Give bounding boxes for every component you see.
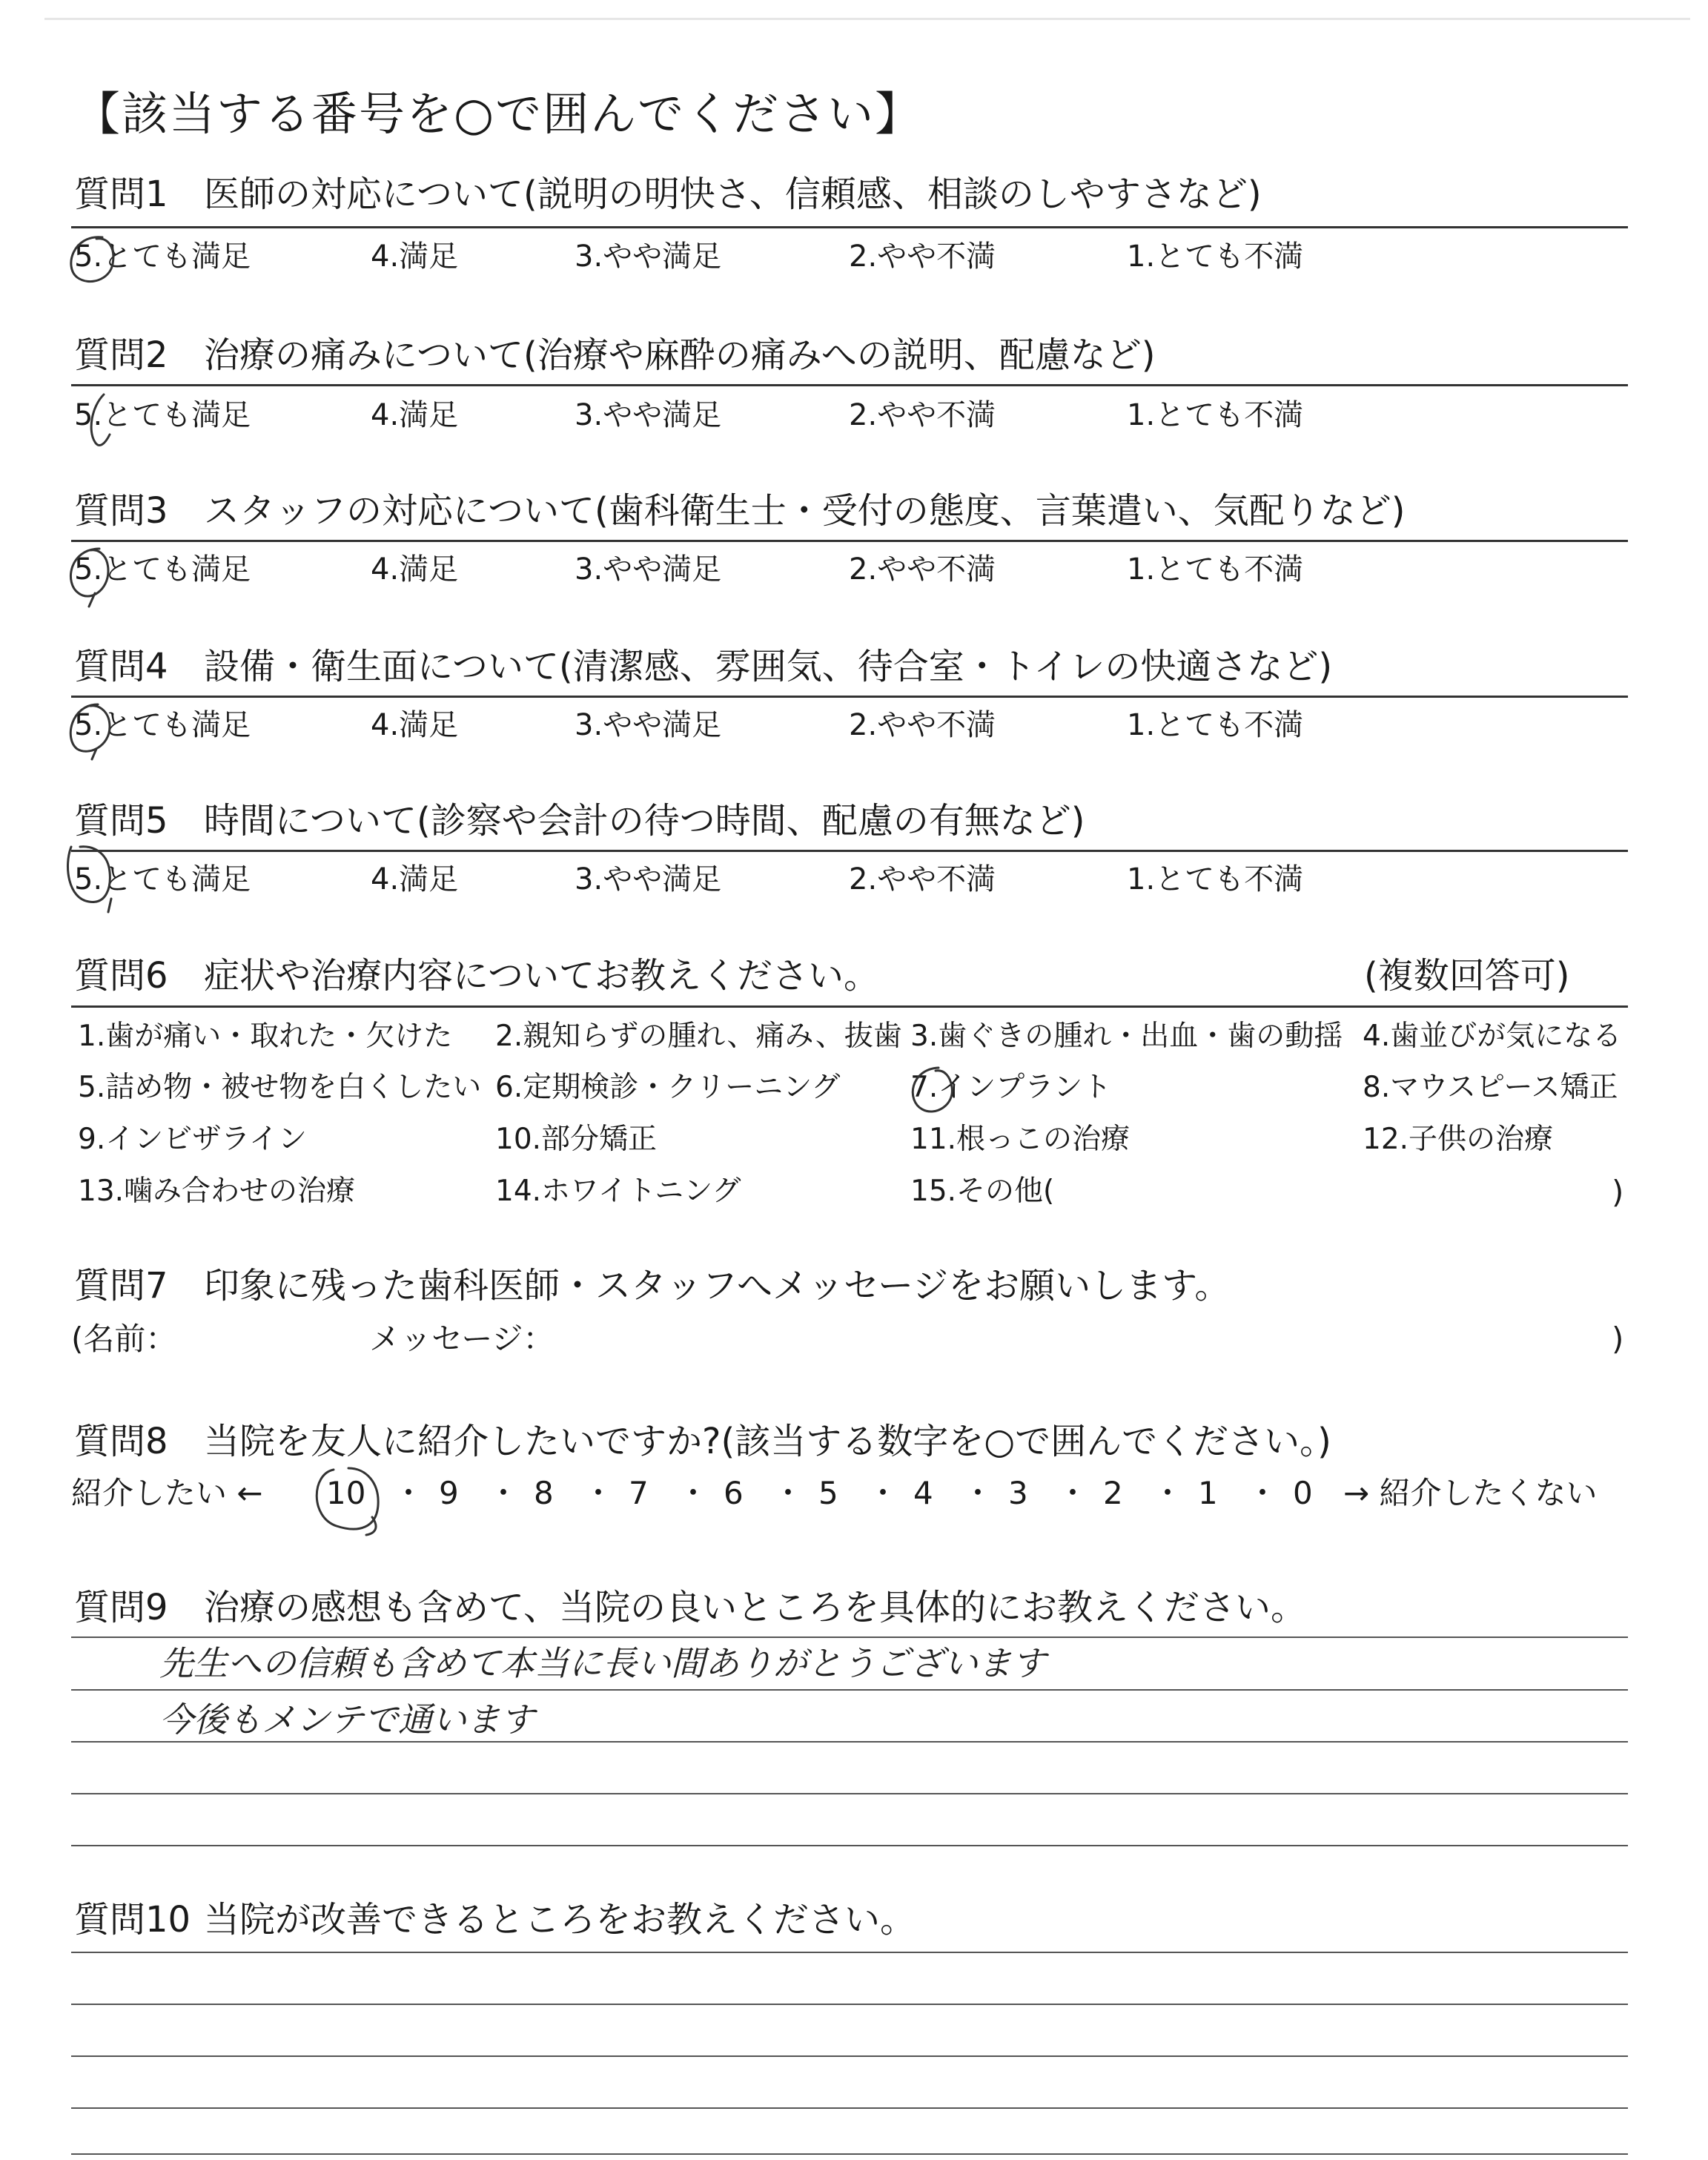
q2-option-1[interactable]: 1.とても不満 <box>1127 398 1304 432</box>
question-2-text: 治療の痛みについて(治療や麻酔の痛みへの説明、配慮など) <box>204 334 1156 376</box>
q9-answer-line-3 <box>71 1741 1628 1743</box>
question-7-number: 質問7 <box>74 1265 168 1307</box>
q3-option-4[interactable]: 4.満足 <box>371 552 459 587</box>
q6-choice-10[interactable]: 10.部分矯正 <box>495 1123 658 1156</box>
q6-choice-7[interactable]: 7.インプラント <box>910 1071 1112 1104</box>
q8-score-6[interactable]: 6 <box>724 1475 744 1511</box>
question-1-text: 医師の対応について(説明の明快さ、信頼感、相談のしやすさなど) <box>204 174 1262 215</box>
q8-score-9[interactable]: 9 <box>439 1475 459 1511</box>
q4-option-1[interactable]: 1.とても不満 <box>1127 708 1304 742</box>
q8-score-0[interactable]: 0 <box>1293 1475 1313 1511</box>
q7-close-paren: ) <box>1612 1321 1624 1357</box>
q3-option-5[interactable]: 5.とても満足 <box>74 552 251 587</box>
q1-option-1[interactable]: 1.とても不満 <box>1127 240 1304 274</box>
question-3-rule <box>71 540 1628 542</box>
q8-right-label: → 紹介したくない <box>1343 1475 1598 1511</box>
q10-answer-line-3 <box>71 2055 1628 2057</box>
q10-answer-line-2 <box>71 2004 1628 2005</box>
q4-option-3[interactable]: 3.やや満足 <box>575 708 722 742</box>
question-8 <box>74 1421 1331 1462</box>
q6-choice-5[interactable]: 5.詰め物・被せ物を白くしたい <box>78 1071 482 1104</box>
question-4-text: 設備・衛生面について(清潔感、雰囲気、待合室・トイレの快適さなど) <box>204 646 1333 687</box>
question-9 <box>74 1587 1307 1628</box>
q7-name-label: (名前： <box>71 1321 177 1357</box>
q5-option-3[interactable]: 3.やや満足 <box>575 862 722 896</box>
question-9-number: 質問9 <box>74 1587 168 1628</box>
q6-choice-15[interactable]: 15.その他( <box>910 1175 1055 1208</box>
q6-choice-1[interactable]: 1.歯が痛い・取れた・欠けた <box>78 1020 453 1053</box>
q9-handwritten-line-2: 今後もメンテで通います <box>159 1700 534 1740</box>
q8-dot: ・ <box>962 1475 994 1511</box>
question-4-number: 質問4 <box>74 646 168 687</box>
q8-score-8[interactable]: 8 <box>534 1475 554 1511</box>
q5-option-1[interactable]: 1.とても不満 <box>1127 862 1304 896</box>
q3-option-3[interactable]: 3.やや満足 <box>575 552 722 587</box>
q1-option-4[interactable]: 4.満足 <box>371 240 459 274</box>
question-7 <box>74 1265 1231 1307</box>
q10-answer-line-1 <box>71 1952 1628 1953</box>
q1-option-2[interactable]: 2.やや不満 <box>849 240 996 274</box>
q3-option-1[interactable]: 1.とても不満 <box>1127 552 1304 587</box>
q8-score-3[interactable]: 3 <box>1008 1475 1028 1511</box>
question-2-rule <box>71 384 1628 386</box>
q4-option-4[interactable]: 4.満足 <box>371 708 459 742</box>
q8-dot: ・ <box>678 1475 709 1511</box>
question-10-text: 当院が改善できるところをお教えください。 <box>204 1899 916 1941</box>
q5-option-5[interactable]: 5.とても満足 <box>74 862 251 896</box>
q6-choice-2[interactable]: 2.親知らずの腫れ、痛み、抜歯 <box>495 1020 902 1053</box>
q1-option-5[interactable]: 5.とても満足 <box>74 240 251 274</box>
q8-dot: ・ <box>1057 1475 1089 1511</box>
q9-answer-line-2 <box>71 1689 1628 1691</box>
q6-choice-4[interactable]: 4.歯並びが気になる <box>1363 1020 1622 1053</box>
q9-answer-line-5 <box>71 1845 1628 1846</box>
q8-left-label: 紹介したい ← <box>71 1475 263 1511</box>
q8-dot: ・ <box>393 1475 425 1511</box>
question-4-rule <box>71 696 1628 698</box>
q8-dot: ・ <box>867 1475 899 1511</box>
q5-option-4[interactable]: 4.満足 <box>371 862 459 896</box>
question-5 <box>74 800 1085 842</box>
question-1 <box>74 174 1262 215</box>
q4-option-2[interactable]: 2.やや不満 <box>849 708 996 742</box>
question-6-text: 症状や治療内容についてお教えください。 <box>204 955 880 997</box>
q8-dot: ・ <box>1247 1475 1279 1511</box>
q3-option-2[interactable]: 2.やや不満 <box>849 552 996 587</box>
q5-option-2[interactable]: 2.やや不満 <box>849 862 996 896</box>
question-2 <box>74 334 1156 376</box>
q6-choice-6[interactable]: 6.定期検診・クリーニング <box>495 1071 841 1104</box>
question-2-number: 質問2 <box>74 334 168 376</box>
q8-score-7[interactable]: 7 <box>629 1475 649 1511</box>
q8-dot: ・ <box>488 1475 520 1511</box>
q8-dot: ・ <box>1152 1475 1184 1511</box>
q2-option-5[interactable]: 5.とても満足 <box>74 398 251 432</box>
question-6-rule <box>71 1005 1628 1008</box>
q6-choice-8[interactable]: 8.マウスピース矯正 <box>1363 1071 1618 1104</box>
scan-top-edge <box>44 18 1690 20</box>
q8-score-2[interactable]: 2 <box>1103 1475 1123 1511</box>
q2-option-4[interactable]: 4.満足 <box>371 398 459 432</box>
question-1-number: 質問1 <box>74 174 168 215</box>
q10-answer-line-5 <box>71 2153 1628 2155</box>
question-5-number: 質問5 <box>74 800 168 842</box>
q6-choice-14[interactable]: 14.ホワイトニング <box>495 1175 741 1208</box>
q6-choice-3[interactable]: 3.歯ぐきの腫れ・出血・歯の動揺 <box>910 1020 1343 1053</box>
q7-message-label: メッセージ： <box>369 1321 555 1357</box>
q8-score-10[interactable]: 10 <box>326 1475 366 1511</box>
q9-answer-line-4 <box>71 1793 1628 1794</box>
q2-option-3[interactable]: 3.やや満足 <box>575 398 722 432</box>
q1-option-3[interactable]: 3.やや満足 <box>575 240 722 274</box>
q6-choice-12[interactable]: 12.子供の治療 <box>1363 1123 1554 1156</box>
question-5-rule <box>71 850 1628 852</box>
q9-answer-line-1 <box>71 1636 1628 1638</box>
question-8-number: 質問8 <box>74 1421 168 1462</box>
q6-choice-9[interactable]: 9.インビザライン <box>78 1123 308 1156</box>
q6-choice-13[interactable]: 13.噛み合わせの治療 <box>78 1175 356 1208</box>
q8-score-1[interactable]: 1 <box>1198 1475 1218 1511</box>
question-10 <box>74 1899 916 1941</box>
question-3 <box>74 490 1406 532</box>
q6-choice-11[interactable]: 11.根っこの治療 <box>910 1123 1131 1156</box>
question-8-text: 当院を友人に紹介したいですか?(該当する数字を○で囲んでください。) <box>204 1421 1331 1462</box>
q4-option-5[interactable]: 5.とても満足 <box>74 708 251 742</box>
form-title: 【該当する番号を○で囲んでください】 <box>74 87 923 141</box>
q8-dot: ・ <box>583 1475 615 1511</box>
question-10-number: 質問10 <box>74 1899 191 1941</box>
q6-other-close-paren: ) <box>1612 1174 1624 1210</box>
question-9-text: 治療の感想も含めて、当院の良いところを具体的にお教えください。 <box>204 1587 1307 1628</box>
q9-handwritten-line-1: 先生への信頼も含めて本当に長い間ありがとうございます <box>159 1643 1046 1683</box>
question-6-note: (複数回答可) <box>1364 955 1570 997</box>
question-3-text: スタッフの対応について(歯科衛生士・受付の態度、言葉遣い、気配りなど) <box>204 490 1406 532</box>
q8-dot: ・ <box>772 1475 804 1511</box>
question-6 <box>74 955 880 997</box>
question-6-number: 質問6 <box>74 955 168 997</box>
question-4 <box>74 646 1333 687</box>
question-1-rule <box>71 226 1628 228</box>
q8-score-5[interactable]: 5 <box>818 1475 838 1511</box>
q2-option-2[interactable]: 2.やや不満 <box>849 398 996 432</box>
question-3-number: 質問3 <box>74 490 168 532</box>
question-7-text: 印象に残った歯科医師・スタッフへメッセージをお願いします。 <box>204 1265 1231 1307</box>
question-5-text: 時間について(診察や会計の待つ時間、配慮の有無など) <box>204 800 1085 842</box>
q8-score-4[interactable]: 4 <box>913 1475 933 1511</box>
q10-answer-line-4 <box>71 2107 1628 2109</box>
